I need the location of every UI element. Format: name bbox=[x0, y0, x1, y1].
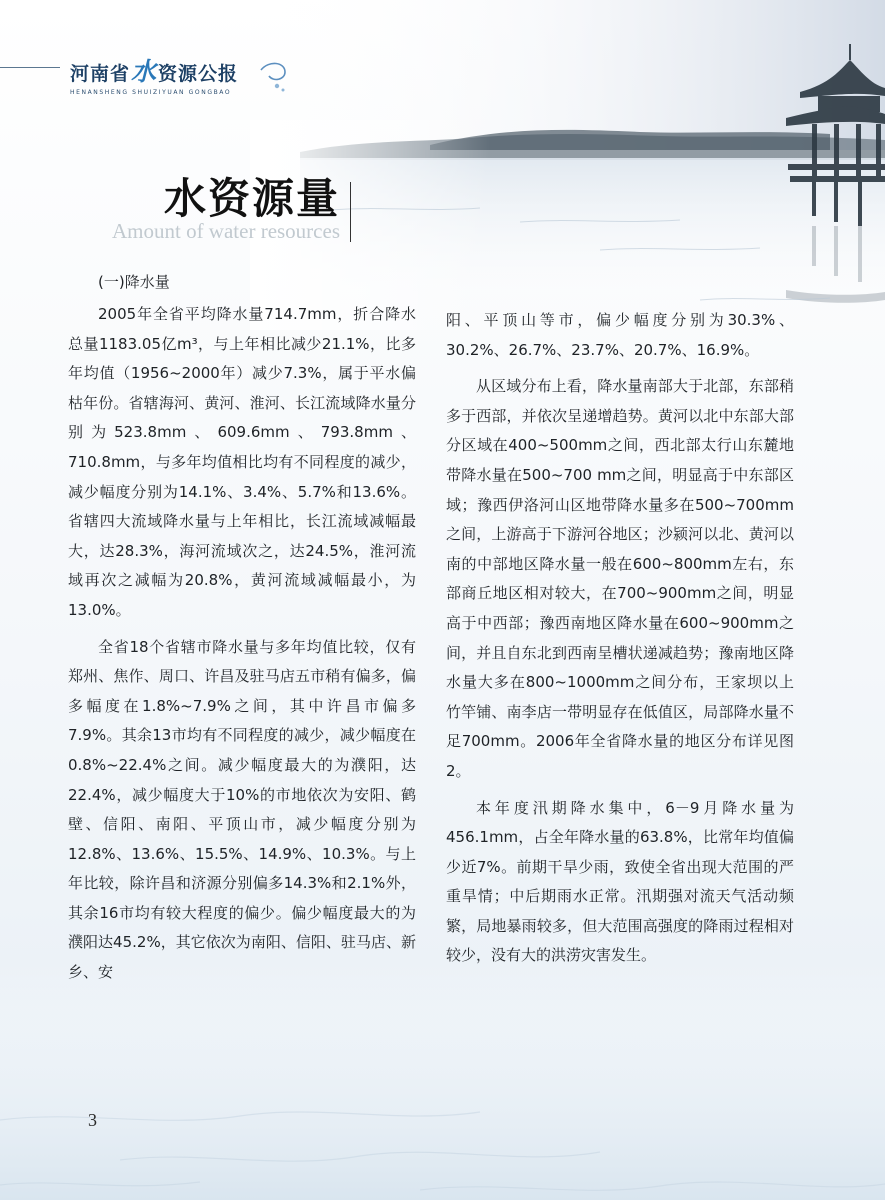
paragraph-city-precipitation-continued: 阳、平顶山等市，偏少幅度分别为30.3%、30.2%、26.7%、23.7%、20.7%、16.9%。 bbox=[446, 311, 794, 359]
brand-title-prefix: 河南省 bbox=[70, 63, 131, 85]
section-title-block bbox=[112, 176, 340, 243]
water-swirl-icon bbox=[255, 56, 295, 96]
brand-title-water: 水 bbox=[131, 57, 158, 86]
paragraph-city-precipitation: 全省18个省辖市降水量与多年均值比较，仅有郑州、焦作、周口、许昌及驻马店五市稍有偏多，偏多幅度在1.8%~7.9%之间，其中许昌市偏多7.9%。其余13市均有不同程度的减少，减少幅度在0.8%~22.4%之间。减少幅度最大的为濮阳，达22.4%，减少幅度大于10%的市地依次为安阳、鹤壁、信阳、南阳、平顶山市，减少幅度分别为12.8%、13.6%、15.5%、14.9%、10.3%。与上年比较，除许昌和济源分别偏多14.3%和2.1%外，其余16市均有较大程度的偏少。偏少幅度最大的为濮阳达45.2%，其它依次为南阳、信阳、驻马店、新乡、安 bbox=[68, 637, 416, 982]
paragraph-precipitation-overview: 2005年全省平均降水量714.7mm，折合降水总量1183.05亿m³，与上年相比减少21.1%，比多年均值（1956~2000年）减少7.3%，属于平水偏枯年份。省辖海河、黄河、淮河、长江流域降水量分别为523.8mm、609.6mm、793.8mm、710.8mm，与多年均值相比均有不同程度的减少，减少幅度分别为14.1%、3.4%、5.7%和13.6%。省辖四大流域降水量与上年相比，长江流域减幅最大，达28.3%，海河流域次之，达24.5%，淮河流域再次之减幅为20.8%，黄河流域减幅最小，为13.0%。 bbox=[68, 305, 416, 619]
section-title: 水资源量 bbox=[163, 174, 340, 223]
page-number: 3 bbox=[88, 1110, 97, 1130]
right-column bbox=[446, 306, 794, 971]
brand-title-suffix: 资源公报 bbox=[158, 63, 239, 85]
section-title-english: Amount of water resources bbox=[111, 219, 340, 244]
header-rule bbox=[0, 67, 60, 68]
subsection-heading: (一)降水量 bbox=[98, 273, 170, 291]
left-column bbox=[68, 270, 416, 988]
title-divider bbox=[350, 182, 351, 242]
brand-pinyin: HENANSHENG SHUIZIYUAN GONGBAO bbox=[70, 89, 232, 96]
paragraph-regional-distribution: 从区域分布上看，降水量南部大于北部，东部稍多于西部，并依次呈递增趋势。黄河以北中东部大部分区域在400~500mm之间，西北部太行山东麓地带降水量在500~700 mm之间，明显高于中东部区域；豫西伊洛河山区地带降水量多在500~700mm之间，上游高于下游河谷地区；沙颍河以北、黄河以南的中部地区降水量一般在600~800mm左右，东部商丘地区相对较大，在700~900mm之间，明显高于中西部；豫西南地区降水量在600~900mm之间，并且自东北到西南呈槽状递减趋势；豫南地区降水量大多在800~1000mm之间分布，王家坝以上竹竿铺、南李店一带明显存在低值区，局部降水量不足700mm。2006年全省降水量的地区分布详见图2。 bbox=[446, 377, 794, 780]
paragraph-flood-season: 本年度汛期降水集中，6－9月降水量为456.1mm，占全年降水量的63.8%，比常年均值偏少近7%。前期干旱少雨，致使全省出现大范围的严重旱情；中后期雨水正常。汛期强对流天气活动频繁，局地暴雨较多，但大范围高强度的降雨过程相对较少，没有大的洪涝灾害发生。 bbox=[446, 798, 794, 965]
